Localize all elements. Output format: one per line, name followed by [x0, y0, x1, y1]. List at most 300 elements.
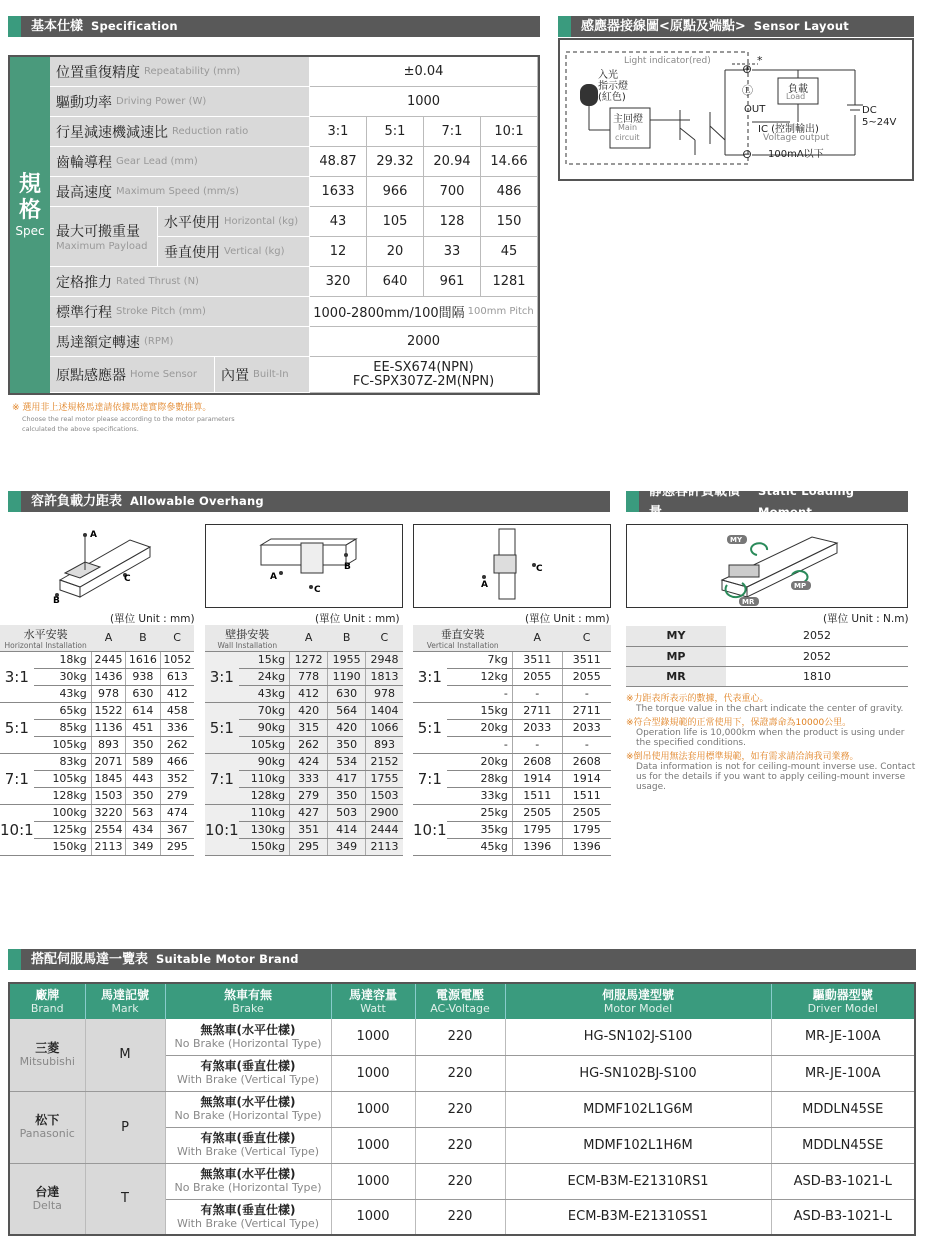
ratio-cell: 10:1: [205, 804, 239, 855]
value-cell: 412: [160, 685, 194, 702]
wall-diagram: [205, 524, 403, 608]
install-title: [0, 625, 91, 651]
value-cell: 2444: [366, 821, 403, 838]
ratio-cell: 7:1: [413, 753, 447, 804]
brand-en: Delta: [32, 1198, 62, 1212]
svg-text:A: A: [481, 580, 488, 590]
value-cell: 466: [160, 753, 194, 770]
payload-zh: 最大可搬重量: [56, 224, 140, 240]
main-circuit-en1: Main: [618, 123, 638, 132]
col-header-en: AC-Voltage: [430, 1001, 490, 1015]
load-zh: 負載: [788, 84, 808, 95]
col-header: [415, 983, 505, 1019]
value-cell: 2055: [562, 668, 611, 685]
value-cell: 351: [290, 821, 328, 838]
voltage-cell: 220: [415, 1127, 505, 1163]
spec-label: [158, 237, 310, 267]
spec-value: 29.32: [367, 147, 424, 177]
moment-table: [626, 626, 908, 687]
value-cell: 1616: [126, 651, 160, 668]
install-title-zh: 壁掛安裝: [225, 627, 270, 641]
mark-cell: T: [85, 1163, 165, 1235]
value-cell: 443: [126, 770, 160, 787]
col-header: A: [91, 625, 125, 651]
spec-label-en: (RPM): [144, 336, 174, 347]
load-cell: 130kg: [239, 821, 290, 838]
value-cell: 458: [160, 702, 194, 719]
table-row: [9, 1163, 915, 1199]
home-sensor-1: EE-SX674(NPN): [373, 359, 474, 375]
main-circuit-en2: circuit: [615, 133, 640, 142]
moment-key: MR: [626, 666, 726, 686]
watt-cell: 1000: [331, 1091, 415, 1127]
value-cell: 420: [328, 719, 366, 736]
spec-label: [50, 87, 310, 117]
load-cell: 25kg: [447, 804, 513, 821]
vertical-overhang-table: [413, 625, 611, 856]
moment-notes: ※力距表所表示的數據，代表重心。 The torque value in the chart indicate the center of gravity. ※符合型錄規範的正常使用下，保證壽命為10000公里。 Operation life is 10,000km when the product is using under the specified conditions. ※倒吊使用無法套用標準規範，如有需求請洽詢我司業務。 Data information is not for ceiling-mount inverse use. Contact us for the details if you want to apply ceiling-mount inverse usage.: [626, 694, 916, 792]
dc-label: DC: [862, 105, 877, 116]
plus-terminal: ⊕: [742, 62, 753, 76]
moment-value: 2052: [726, 646, 908, 666]
value-cell: 1396: [562, 838, 611, 855]
brand-en: Mitsubishi: [19, 1054, 75, 1068]
spec-value: [310, 357, 538, 393]
value-cell: 1955: [328, 651, 366, 668]
value-cell: 1914: [562, 770, 611, 787]
value-cell: 295: [160, 838, 194, 855]
value-cell: 2948: [366, 651, 403, 668]
brand-en: Panasonic: [19, 1127, 75, 1140]
brake-cell: [165, 1091, 331, 1127]
value-cell: 3511: [562, 651, 611, 668]
load-cell: 110kg: [239, 770, 290, 787]
spec-label: [50, 117, 310, 147]
brake-en: With Brake (Vertical Type): [176, 1073, 320, 1086]
col-header-en: Mark: [111, 1001, 139, 1015]
col-header: C: [562, 625, 611, 651]
table-header-row: [9, 983, 915, 1019]
ratio-cell: 5:1: [413, 702, 447, 753]
spec-header: 基本仕樣 Specification: [8, 16, 540, 37]
spec-label: [50, 177, 310, 207]
value-cell: 2900: [366, 804, 403, 821]
spec-value: 1000-2800mm/100間隔 100mm Pitch: [310, 297, 538, 327]
ratio-cell: 7:1: [205, 753, 239, 804]
spec-value: 7:1: [424, 117, 481, 147]
value-cell: 978: [366, 685, 403, 702]
load-cell: 20kg: [447, 753, 513, 770]
load-cell: 150kg: [239, 838, 290, 855]
overhang-header: 容許負載力距表 Allowable Overhang: [8, 491, 610, 512]
load-cell: 100kg: [34, 804, 92, 821]
main-circuit-zh: 主回燈: [613, 114, 643, 125]
brake-cell: [165, 1163, 331, 1199]
value-cell: 589: [126, 753, 160, 770]
load-cell: 105kg: [239, 736, 290, 753]
load-cell: 18kg: [34, 651, 92, 668]
load-cell: 15kg: [239, 651, 290, 668]
load-cell: 24kg: [239, 668, 290, 685]
spec-label-en: Gear Lead (mm): [116, 156, 198, 167]
spec-label: [50, 327, 310, 357]
moment-key: MY: [626, 626, 726, 646]
value-cell: -: [512, 685, 562, 702]
motor-header: 搭配伺服馬達一覽表 Suitable Motor Brand: [8, 949, 916, 970]
light-zh3: (紅色): [598, 92, 626, 103]
value-cell: 613: [160, 668, 194, 685]
load-cell: 128kg: [239, 787, 290, 804]
col-header: [165, 983, 331, 1019]
svg-text:MY: MY: [730, 536, 743, 544]
load-cell: 43kg: [239, 685, 290, 702]
moment-value: 1810: [726, 666, 908, 686]
value-cell: 2033: [562, 719, 611, 736]
value-cell: 367: [160, 821, 194, 838]
ratio-cell: 3:1: [413, 651, 447, 702]
install-title-zh: 水平安裝: [23, 627, 68, 641]
spec-value: 640: [367, 267, 424, 297]
watt-cell: 1000: [331, 1127, 415, 1163]
spec-label: [50, 267, 310, 297]
voltage-cell: 220: [415, 1055, 505, 1091]
install-title-en: Horizontal Installation: [4, 640, 87, 650]
spec-value: 105: [367, 207, 424, 237]
watt-cell: 1000: [331, 1163, 415, 1199]
load-cell: 105kg: [34, 736, 92, 753]
moment-key: MP: [626, 646, 726, 666]
spec-value: 33: [424, 237, 481, 267]
spec-value: 10:1: [481, 117, 538, 147]
col-header: [85, 983, 165, 1019]
value-cell: 474: [160, 804, 194, 821]
col-header: C: [366, 625, 403, 651]
value-cell: 534: [328, 753, 366, 770]
load-cell: 90kg: [239, 719, 290, 736]
spec-label-zh: 內置: [221, 367, 249, 384]
value-cell: 2071: [91, 753, 125, 770]
table-row: [626, 626, 908, 646]
svg-text:A: A: [90, 530, 97, 540]
motor-model-cell: HG-SN102J-S100: [505, 1019, 771, 1055]
voltage-cell: 220: [415, 1199, 505, 1235]
load-cell: 105kg: [34, 770, 92, 787]
spec-label-zh: 最高速度: [56, 184, 112, 201]
spec-value: 128: [424, 207, 481, 237]
svg-text:A: A: [270, 572, 277, 582]
ratio-cell: 5:1: [0, 702, 34, 753]
spec-label-en: Driving Power (W): [116, 96, 207, 107]
svg-text:MP: MP: [794, 582, 807, 590]
wall-overhang-table: [205, 625, 403, 856]
spec-label-en: Stroke Pitch (mm): [116, 306, 206, 317]
table-row: [626, 646, 908, 666]
sensor-header: 感應器接線圖<原點及端點> Sensor Layout: [558, 16, 914, 37]
spec-value: 486: [481, 177, 538, 207]
spec-label-en: Reduction ratio: [172, 126, 249, 137]
install-title-en: Vertical Installation: [426, 640, 499, 650]
install-title: [413, 625, 512, 651]
value-cell: 262: [160, 736, 194, 753]
ratio-cell: 5:1: [205, 702, 239, 753]
brand-cell: [9, 1163, 85, 1235]
table-row: [9, 1019, 915, 1055]
table-row: [0, 804, 194, 821]
table-row: [0, 702, 194, 719]
spec-value: 48.87: [310, 147, 367, 177]
load-cell: 128kg: [34, 787, 92, 804]
motor-model-cell: ECM-B3M-E21310SS1: [505, 1199, 771, 1235]
spec-label-en: Vertical (kg): [224, 246, 285, 257]
spec-value: 1000: [310, 87, 538, 117]
value-cell: -: [562, 736, 611, 753]
value-cell: 2152: [366, 753, 403, 770]
motor-model-cell: ECM-B3M-E21310RS1: [505, 1163, 771, 1199]
value-cell: 1136: [91, 719, 125, 736]
driver-model-cell: ASD-B3-1021-L: [771, 1163, 915, 1199]
value-cell: 3511: [512, 651, 562, 668]
brake-zh: 有煞車(垂直仕樣): [200, 1059, 296, 1073]
spec-value: 966: [367, 177, 424, 207]
value-cell: 1052: [160, 651, 194, 668]
load-cell: 125kg: [34, 821, 92, 838]
horizontal-overhang-table: [0, 625, 194, 856]
value-cell: 350: [328, 787, 366, 804]
value-cell: 938: [126, 668, 160, 685]
load-cell: 45kg: [447, 838, 513, 855]
spec-value: 43: [310, 207, 367, 237]
value-cell: 349: [328, 838, 366, 855]
table-row: [205, 702, 403, 719]
value-cell: 2505: [512, 804, 562, 821]
value-cell: 315: [290, 719, 328, 736]
table-header-row: [205, 625, 403, 651]
driver-model-cell: MR-JE-100A: [771, 1055, 915, 1091]
brake-en: With Brake (Vertical Type): [176, 1145, 320, 1158]
light-zh2: 指示燈: [598, 81, 628, 92]
load-cell: 33kg: [447, 787, 513, 804]
brake-zh: 無煞車(水平仕樣): [200, 1022, 296, 1037]
moment-diagram: [626, 524, 908, 608]
spec-value: 961: [424, 267, 481, 297]
spec-value: 14.66: [481, 147, 538, 177]
spec-value: 12: [310, 237, 367, 267]
value-cell: 1396: [512, 838, 562, 855]
value-cell: 424: [290, 753, 328, 770]
mark-cell: P: [85, 1091, 165, 1163]
spec-value: 45: [481, 237, 538, 267]
brand-cell: [9, 1019, 85, 1091]
value-cell: 1755: [366, 770, 403, 787]
col-header: A: [290, 625, 328, 651]
load-cell: 35kg: [447, 821, 513, 838]
value-cell: 630: [126, 685, 160, 702]
brake-cell: [165, 1199, 331, 1235]
minus-terminal: ⊖: [742, 147, 753, 161]
col-header-zh: 驅動器型號: [812, 987, 873, 1002]
col-header-en: Driver Model: [807, 1001, 878, 1015]
w-unit: (單位 Unit : mm): [315, 613, 400, 625]
value-cell: 427: [290, 804, 328, 821]
value-cell: 893: [91, 736, 125, 753]
motor-model-cell: MDMF102L1H6M: [505, 1127, 771, 1163]
motor-brand-table: [8, 982, 916, 1236]
value-cell: 420: [290, 702, 328, 719]
value-cell: 2055: [512, 668, 562, 685]
spec-label-zh: 水平使用: [164, 214, 220, 231]
value-cell: 2711: [562, 702, 611, 719]
ratio-cell: 7:1: [0, 753, 34, 804]
moment-header: 靜態容許負載慣量 Static Loading Moment: [626, 491, 908, 512]
spec-label: [50, 297, 310, 327]
ma-label: 100mA以下: [768, 149, 824, 160]
spec-value: 150: [481, 207, 538, 237]
mark-cell: M: [85, 1019, 165, 1091]
value-cell: 503: [328, 804, 366, 821]
install-title: [205, 625, 290, 651]
col-header-zh: 馬達記號: [100, 987, 149, 1002]
value-cell: 1404: [366, 702, 403, 719]
spec-value: 5:1: [367, 117, 424, 147]
load-cell: 83kg: [34, 753, 92, 770]
value-cell: 412: [290, 685, 328, 702]
home-sensor-2: FC-SPX307Z-2M(NPN): [352, 373, 495, 389]
value-cell: 1511: [512, 787, 562, 804]
value-cell: 630: [328, 685, 366, 702]
table-row: [205, 804, 403, 821]
value-cell: -: [562, 685, 611, 702]
value-cell: 1813: [366, 668, 403, 685]
spec-label-zh: 行星減速機減速比: [56, 124, 168, 141]
brake-cell: [165, 1055, 331, 1091]
moment-value: 2052: [726, 626, 908, 646]
voltage-cell: 220: [415, 1163, 505, 1199]
col-header: [9, 983, 85, 1019]
value-cell: 2608: [512, 753, 562, 770]
col-header-zh: 伺服馬達型號: [601, 987, 674, 1002]
svg-text:MR: MR: [742, 598, 755, 606]
spec-label-en: Horizontal (kg): [224, 216, 299, 227]
value-cell: 1795: [512, 821, 562, 838]
spec-label: [158, 207, 310, 237]
value-cell: 349: [126, 838, 160, 855]
value-cell: 2608: [562, 753, 611, 770]
value-cell: 295: [290, 838, 328, 855]
value-cell: 434: [126, 821, 160, 838]
watt-cell: 1000: [331, 1055, 415, 1091]
spec-payload-label: [50, 207, 158, 267]
table-row: [205, 753, 403, 770]
value-cell: 1914: [512, 770, 562, 787]
load-cell: 30kg: [34, 668, 92, 685]
spec-label-zh: 定格推力: [56, 274, 112, 291]
value-cell: 563: [126, 804, 160, 821]
moment-unit: (單位 Unit : N.m): [823, 613, 909, 625]
driver-model-cell: MR-JE-100A: [771, 1019, 915, 1055]
brand-cell: [9, 1091, 85, 1163]
table-row: [9, 1091, 915, 1127]
value-cell: 893: [366, 736, 403, 753]
star: *: [757, 54, 763, 67]
value-cell: 350: [328, 736, 366, 753]
brake-zh: 有煞車(垂直仕樣): [200, 1131, 296, 1145]
motor-model-cell: MDMF102L1G6M: [505, 1091, 771, 1127]
table-row: [205, 651, 403, 668]
out-label: OUT: [744, 104, 766, 115]
value-cell: 1503: [91, 787, 125, 804]
col-header-en: Brake: [232, 1001, 264, 1015]
value-cell: 333: [290, 770, 328, 787]
spec-label: [50, 357, 215, 393]
brake-cell: [165, 1019, 331, 1055]
load-cell: 43kg: [34, 685, 92, 702]
brake-zh: 無煞車(水平仕樣): [200, 1095, 296, 1109]
v-unit: (單位 Unit : mm): [525, 613, 610, 625]
spec-value: 1633: [310, 177, 367, 207]
col-header: B: [328, 625, 366, 651]
col-header-zh: 煞車有無: [223, 987, 272, 1002]
value-cell: 417: [328, 770, 366, 787]
load-cell: 150kg: [34, 838, 92, 855]
svg-text:C: C: [314, 585, 321, 595]
spec-side-label: 規 格 Spec: [10, 57, 50, 393]
load-cell: 70kg: [239, 702, 290, 719]
value-cell: 336: [160, 719, 194, 736]
load-cell: 90kg: [239, 753, 290, 770]
value-cell: 262: [290, 736, 328, 753]
spec-value: 700: [424, 177, 481, 207]
spec-label-zh: 齒輪導程: [56, 154, 112, 171]
watt-cell: 1000: [331, 1019, 415, 1055]
value-cell: 414: [328, 821, 366, 838]
ratio-cell: 3:1: [205, 651, 239, 702]
value-cell: 2445: [91, 651, 125, 668]
value-cell: 1066: [366, 719, 403, 736]
svg-text:C: C: [124, 574, 131, 584]
ic-label: IC (控制輸出): [758, 124, 819, 135]
col-header-en: Watt: [360, 1001, 386, 1015]
load-cell: -: [447, 685, 513, 702]
value-cell: 1795: [562, 821, 611, 838]
value-cell: 614: [126, 702, 160, 719]
spec-label-en: Home Sensor: [130, 369, 197, 380]
value-cell: 2113: [91, 838, 125, 855]
value-cell: 2711: [512, 702, 562, 719]
spec-label-zh: 原點感應器: [56, 367, 126, 384]
payload-en: Maximum Payload: [56, 241, 148, 252]
load-cell: 85kg: [34, 719, 92, 736]
voltage-cell: 220: [415, 1019, 505, 1055]
brand-zh: 三菱: [35, 1040, 60, 1055]
value-cell: 1511: [562, 787, 611, 804]
voltage-cell: 220: [415, 1091, 505, 1127]
value-cell: 1190: [328, 668, 366, 685]
table-row: [0, 651, 194, 668]
svg-text:C: C: [536, 564, 543, 574]
value-cell: 350: [126, 736, 160, 753]
vo-label: Voltage output: [763, 133, 830, 143]
brake-zh: 無煞車(水平仕樣): [200, 1167, 296, 1181]
value-cell: 778: [290, 668, 328, 685]
spec-label-zh: 標準行程: [56, 304, 112, 321]
svg-text:B: B: [344, 562, 351, 572]
table-row: [413, 753, 611, 770]
col-header: [505, 983, 771, 1019]
brake-cell: [165, 1127, 331, 1163]
spec-label-en: Maximum Speed (mm/s): [116, 186, 239, 197]
light-zh1: 入光: [598, 70, 618, 81]
spec-label: [50, 147, 310, 177]
